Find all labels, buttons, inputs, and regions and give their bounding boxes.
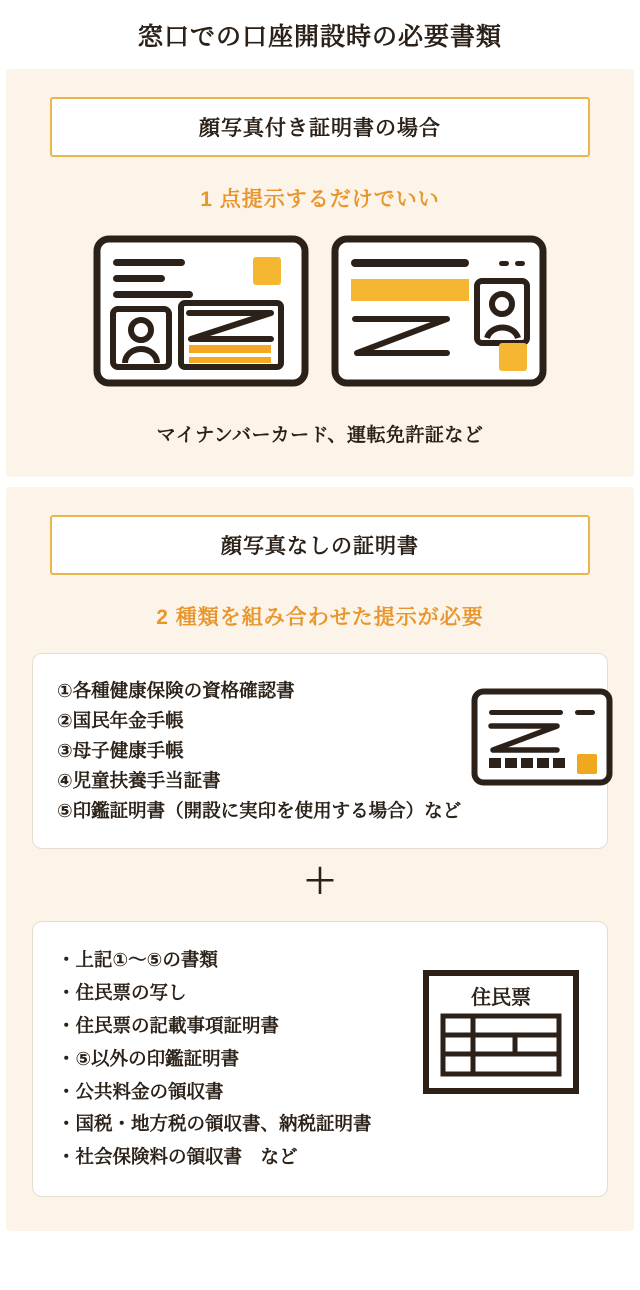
document-group-b-list [57,944,372,1174]
id-card-illustrations [32,235,608,392]
list-item: ①各種健康保険の資格確認書 [57,680,295,701]
card-no-photo-icon [471,676,613,791]
list-item: ③母子健康手帳 [57,739,184,761]
resident-record-icon [423,944,583,1099]
document-group-a [32,653,608,849]
section-2-heading: 顔写真なしの証明書 [50,515,590,575]
list-item: ・住民票の記載事項証明書 [57,1014,280,1036]
list-item: ・公共料金の領収書 [57,1080,224,1102]
list-item: ⑤印鑑証明書（開設に実印を使用する場合）など [57,799,462,821]
section-2-subheading: 2 種類を組み合わせた提示が必要 [156,606,484,629]
section-1-heading: 顔写真付き証明書の場合 [50,97,590,157]
section-photo-id [6,69,634,477]
document-group-a-list [57,676,461,826]
list-item: ②国民年金手帳 [57,709,184,731]
list-item: ・上記①〜⑤の書類 [57,948,218,970]
list-item: ・住民票の写し [57,981,187,1003]
list-item: ・国税・地方税の領収書、納税証明書 [57,1113,372,1135]
list-item: ・⑤以外の印鑑証明書 [57,1047,240,1069]
id-card-right-photo-icon [331,235,547,392]
svg-text:住民票: 住民票 [471,986,531,1009]
list-item: ・社会保険料の領収書 など [57,1146,298,1168]
page-title: 窓口での口座開設時の必要書類 [137,23,502,51]
id-card-left-photo-icon [93,235,309,392]
document-group-b [32,921,608,1197]
list-item: ④児童扶養手当証書 [57,769,221,791]
section-1-subheading: 1 点提示するだけでいい [200,188,440,211]
plus-connector: ＋ [303,862,337,901]
section-no-photo-id [6,487,634,1231]
section-1-caption: マイナンバーカード、運転免許証など [156,425,484,446]
